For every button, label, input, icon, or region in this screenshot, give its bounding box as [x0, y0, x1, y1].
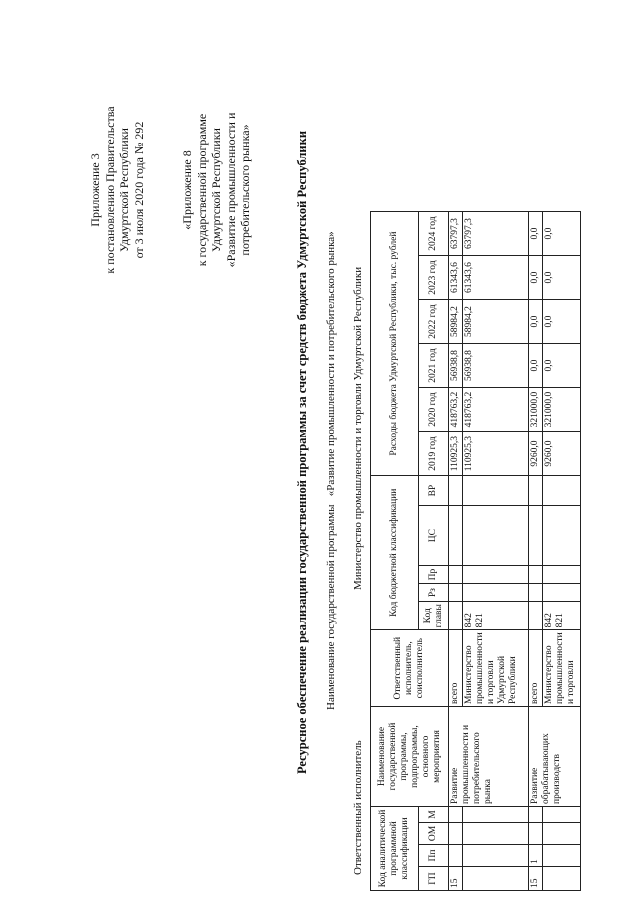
value-cell: 0,0	[543, 256, 581, 300]
expenses-header: Расходы бюджета Удмуртской Республики, тыс. рублей	[371, 212, 419, 476]
value-cell: 56938,8	[449, 344, 463, 388]
om-cell	[463, 823, 529, 845]
executor-cell: Министерство промышленности и торговли Удмуртской Республики	[463, 630, 529, 707]
appendix-3-header	[88, 55, 146, 325]
value-cell: 0,0	[529, 212, 543, 256]
kod-glavy-cell: 842 821	[463, 602, 529, 630]
year-header: 2024 год	[419, 212, 449, 256]
executor-value: Министерство промышленности и торговли Удмуртской Республики	[352, 266, 364, 590]
gp-cell	[463, 867, 529, 891]
year-header: 2022 год	[419, 300, 449, 344]
m-cell	[543, 807, 581, 823]
pr-cell	[463, 566, 529, 584]
table-row	[529, 212, 543, 891]
vr-cell	[449, 476, 463, 506]
program-name-row	[325, 231, 337, 710]
om-cell	[529, 823, 543, 845]
kod-glavy-cell	[449, 602, 463, 630]
year-header: 2021 год	[419, 344, 449, 388]
gp-cell: 15	[529, 867, 543, 891]
value-cell: 0,0	[543, 344, 581, 388]
appendix-8-header	[180, 60, 253, 320]
kod-glavy-header: Код главы	[419, 602, 449, 630]
value-cell: 321000,0	[529, 388, 543, 432]
appendix-8-line: Удмуртской Республики	[209, 128, 223, 252]
m-header: М	[419, 807, 449, 823]
value-cell: 9260,0	[543, 432, 581, 476]
value-cell: 321000,0	[543, 388, 581, 432]
pr-cell	[449, 566, 463, 584]
gp-header: ГП	[419, 867, 449, 891]
vr-cell	[463, 476, 529, 506]
value-cell: 0,0	[543, 212, 581, 256]
cs-cell	[449, 506, 463, 566]
pr-cell	[529, 566, 543, 584]
appendix-3-line: к постановлению Правительства	[102, 106, 117, 274]
m-cell	[449, 807, 463, 823]
value-cell: 58984,2	[449, 300, 463, 344]
pr-cell	[543, 566, 581, 584]
value-cell: 418763,2	[449, 388, 463, 432]
rz-cell	[449, 584, 463, 602]
kod-glavy-cell	[529, 602, 543, 630]
program-name-cell: Развитие промышленности и потребительского рынка	[449, 707, 529, 807]
year-header: 2019 год	[419, 432, 449, 476]
value-cell: 0,0	[543, 300, 581, 344]
rz-cell	[543, 584, 581, 602]
program-name-label: Наименование государственной программы	[325, 504, 337, 710]
pp-header: Пп	[419, 845, 449, 867]
rz-cell	[463, 584, 529, 602]
pp-cell	[449, 845, 463, 867]
executor-header: Ответственный исполнитель, соисполнитель	[371, 630, 449, 707]
appendix-8-title: «Приложение 8	[180, 150, 194, 230]
gp-cell: 15	[449, 867, 463, 891]
name-header: Наименование государственной программы, подпрограммы, основного мероприятия	[371, 707, 449, 807]
appendix-8-line: потребительского рынка»	[238, 124, 252, 256]
value-cell: 0,0	[529, 256, 543, 300]
cs-header: ЦС	[419, 506, 449, 566]
appendix-3-line: Удмуртской Республики	[117, 128, 131, 252]
cs-cell	[529, 506, 543, 566]
pp-cell	[543, 845, 581, 867]
value-cell: 418763,2	[463, 388, 529, 432]
budget-code-header: Код бюджетной классификации	[371, 476, 419, 630]
pp-cell: 1	[529, 845, 543, 867]
pp-cell	[463, 845, 529, 867]
table-row	[449, 212, 463, 891]
value-cell: 110925,3	[463, 432, 529, 476]
cs-cell	[463, 506, 529, 566]
pr-header: Пр	[419, 566, 449, 584]
value-cell: 63797,3	[449, 212, 463, 256]
om-cell	[449, 823, 463, 845]
rz-cell	[529, 584, 543, 602]
value-cell: 0,0	[529, 300, 543, 344]
om-cell	[543, 823, 581, 845]
appendix-8-line: «Развитие промышленности и	[223, 112, 238, 268]
executor-cell: всего	[529, 630, 543, 707]
cs-cell	[543, 506, 581, 566]
m-cell	[529, 807, 543, 823]
value-cell: 61343,6	[449, 256, 463, 300]
rz-header: Рз	[419, 584, 449, 602]
value-cell: 56938,8	[463, 344, 529, 388]
resource-table	[370, 211, 581, 891]
subprogram-name-cell: Развитие обрабатывающих производств	[529, 707, 581, 807]
vr-cell	[543, 476, 581, 506]
value-cell: 110925,3	[449, 432, 463, 476]
executor-label: Ответственный исполнитель	[352, 740, 364, 875]
m-cell	[463, 807, 529, 823]
om-header: ОМ	[419, 823, 449, 845]
vr-cell	[529, 476, 543, 506]
value-cell: 61343,6	[463, 256, 529, 300]
appendix-3-date: от 3 июля 2020 года № 292	[131, 121, 146, 259]
program-name-value: «Развитие промышленности и потребительского рынка»	[325, 231, 337, 497]
document-title: Ресурсное обеспечение реализации государственной программы за счет средств бюджета Удмуртской Республики	[295, 130, 309, 775]
gp-cell	[543, 867, 581, 891]
analytic-code-header: Код аналитической программной классификации	[371, 807, 419, 891]
value-cell: 9260,0	[529, 432, 543, 476]
year-header: 2023 год	[419, 256, 449, 300]
value-cell: 63797,3	[463, 212, 529, 256]
executor-cell: всего	[449, 630, 463, 707]
appendix-8-line: к государственной программе	[194, 113, 209, 267]
vr-header: ВР	[419, 476, 449, 506]
appendix-3-title: Приложение 3	[88, 153, 102, 227]
value-cell: 0,0	[529, 344, 543, 388]
kod-glavy-cell: 842 821	[543, 602, 581, 630]
value-cell: 58984,2	[463, 300, 529, 344]
year-header: 2020 год	[419, 388, 449, 432]
executor-cell: Министерство промышленности и торговли	[543, 630, 581, 707]
